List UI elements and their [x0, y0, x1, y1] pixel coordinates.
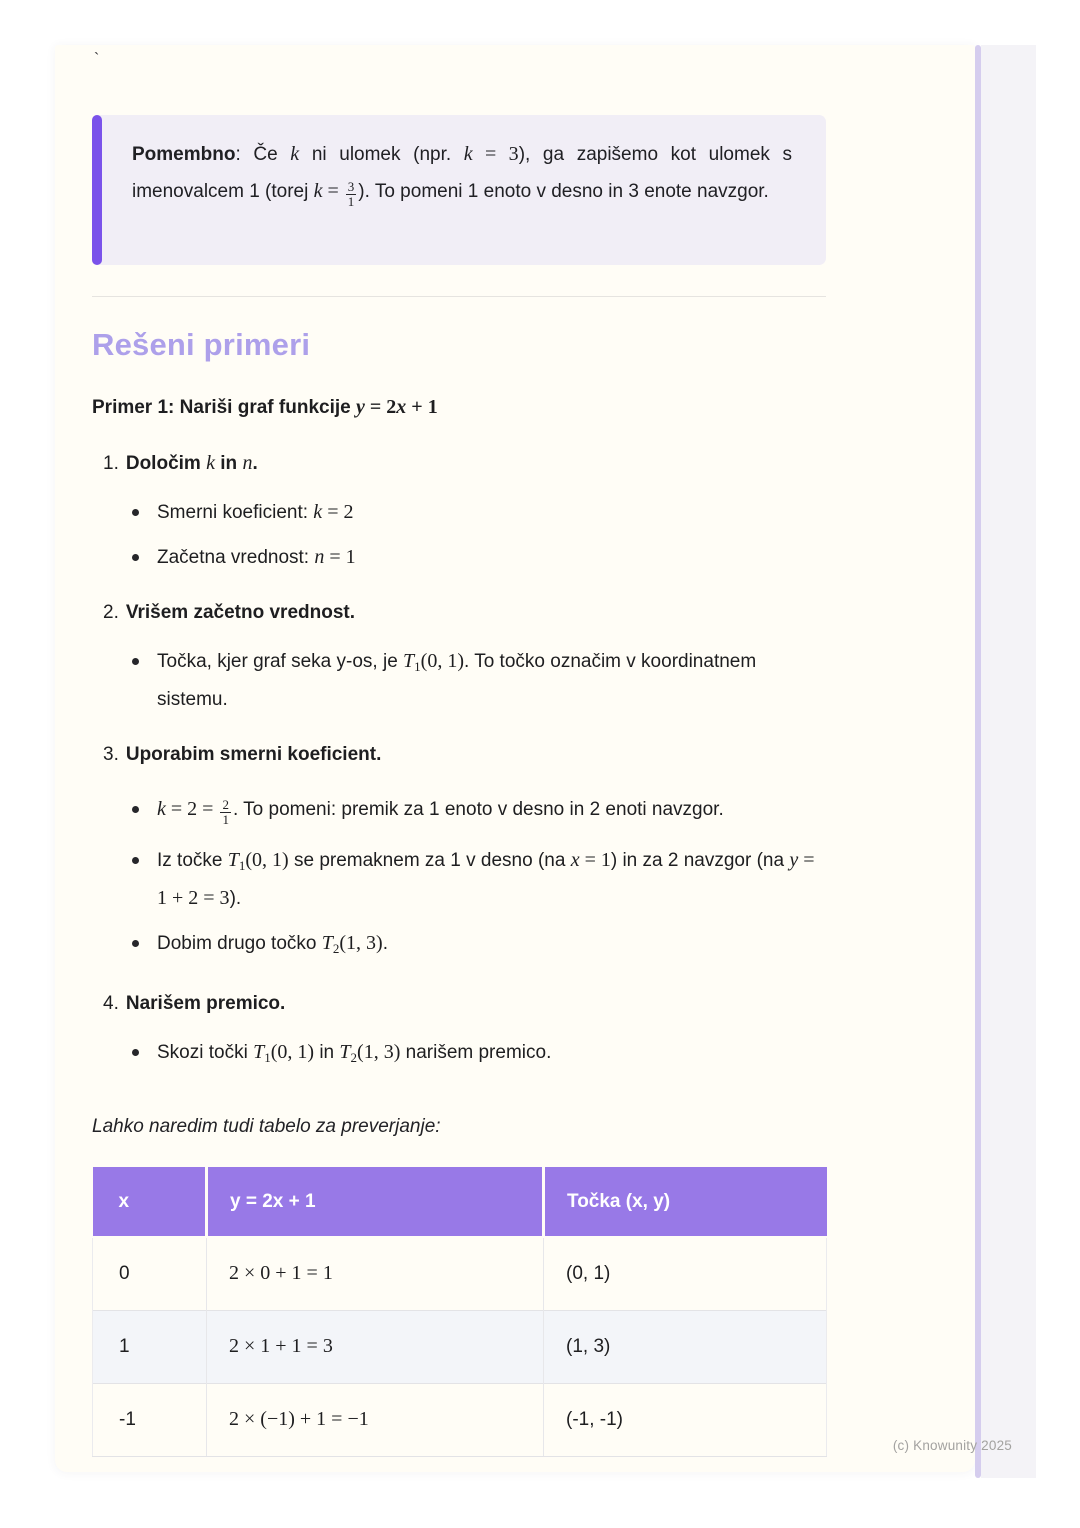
list-item — [92, 787, 826, 832]
cell-expression: 2 × 0 + 1 = 1 — [207, 1237, 544, 1310]
list-item — [92, 541, 826, 574]
cell-x: 0 — [93, 1237, 207, 1310]
cell-expression: 2 × 1 + 1 = 3 — [207, 1310, 544, 1383]
bullet-list — [92, 1036, 826, 1074]
step-number: 1. — [103, 453, 119, 474]
table-header-x: x — [93, 1167, 207, 1237]
list-item-text: Začetna vrednost: n = 1 — [157, 546, 356, 568]
fraction: $\frac{3}{1}$ — [347, 178, 355, 209]
steps-list — [92, 447, 826, 1074]
section-divider — [92, 296, 826, 297]
callout-pomembno — [92, 115, 826, 265]
list-item — [92, 645, 826, 716]
bullet-icon — [132, 940, 139, 947]
stray-backtick: ` — [94, 51, 100, 68]
step-3-title — [92, 738, 826, 771]
list-item-text: k = 2 = $\frac{2}{1}$ . To pomeni: premik za 1 enoto v desno in 2 enoti navzgor. — [157, 796, 724, 827]
list-item-text: Dobim drugo točko $T_2(1$, 3). — [157, 932, 388, 956]
bullet-icon — [132, 554, 139, 561]
scrollbar-track — [981, 45, 1036, 1478]
list-item-text: Smerni koeficient: k = 2 — [157, 501, 354, 523]
step-number: 3. — [103, 744, 119, 765]
cell-point: (1, 3) — [544, 1310, 827, 1383]
step-title-text: Narišem premico. — [125, 993, 286, 1014]
table-header-formula: y = 2x + 1 — [207, 1167, 544, 1237]
scrollbar-thumb[interactable] — [975, 45, 981, 1478]
step-4 — [92, 987, 826, 1074]
step-title-text: Uporabim smerni koeficient. — [125, 744, 382, 765]
cell-x: -1 — [93, 1383, 207, 1456]
step-4-title — [92, 987, 826, 1020]
step-number: 2. — [103, 602, 119, 623]
bullet-list — [92, 496, 826, 574]
step-2-title — [92, 596, 826, 629]
fraction: $\frac{2}{1}$ — [222, 796, 229, 827]
step-1-title — [92, 447, 826, 480]
document-content — [92, 51, 826, 1457]
cell-point: (-1, -1) — [544, 1383, 827, 1456]
list-item-text: Skozi točki $T_1(0$, 1) in $T_2(1$, 3) narišem premico. — [157, 1041, 552, 1065]
list-item — [92, 1036, 826, 1074]
step-3 — [92, 738, 826, 965]
bullet-icon — [132, 509, 139, 516]
bullet-icon — [132, 1049, 139, 1056]
bullet-list — [92, 645, 826, 716]
copyright-footer: (c) Knowunity 2025 — [892, 1438, 1012, 1453]
table-row — [93, 1310, 827, 1383]
callout-text: Pomembno: Če k ni ulomek (npr. k = 3), ga zapišemo kot ulomek s imenovalcem 1 (torej k = $\frac{3}{1}$ ). To pomeni 1 enoto v desno in 3 enote navzgor. — [132, 143, 793, 209]
list-item — [92, 844, 826, 915]
table-row — [93, 1237, 827, 1310]
table-header-point: Točka (x, y) — [544, 1167, 827, 1237]
cell-expression: 2 × (−1) + 1 = −1 — [207, 1383, 544, 1456]
list-item — [92, 927, 826, 965]
bullet-icon — [132, 806, 139, 813]
list-item — [92, 496, 826, 529]
bullet-list — [92, 787, 826, 965]
step-1 — [92, 447, 826, 574]
bullet-icon — [132, 857, 139, 864]
table-row — [93, 1383, 827, 1456]
cell-point: (0, 1) — [544, 1237, 827, 1310]
note-italic: Lahko naredim tudi tabelo za preverjanje: — [92, 1116, 441, 1137]
table-header-row — [93, 1167, 827, 1237]
step-title-text: Določim k in n. — [125, 452, 258, 474]
section-heading: Rešeni primeri — [92, 327, 311, 362]
list-item-text: Iz točke $T_1(0$, 1) se premaknem za 1 v desno (na x = 1) in za 2 navzgor (na y = 1 + 2 = 3). — [157, 849, 815, 909]
step-2 — [92, 596, 826, 716]
check-table — [92, 1167, 827, 1457]
step-title-text: Vrišem začetno vrednost. — [125, 602, 356, 623]
bullet-icon — [132, 658, 139, 665]
callout-accent-bar — [92, 115, 102, 265]
cell-x: 1 — [93, 1310, 207, 1383]
document-page — [55, 45, 975, 1472]
list-item-text: Točka, kjer graf seka y-os, je $T_1(0$, 1). To točko označim v koordinatnem sistemu. — [157, 650, 757, 710]
example-title: Primer 1: Nariši graf funkcije y = 2x + 1 — [92, 396, 438, 418]
step-number: 4. — [103, 993, 119, 1014]
